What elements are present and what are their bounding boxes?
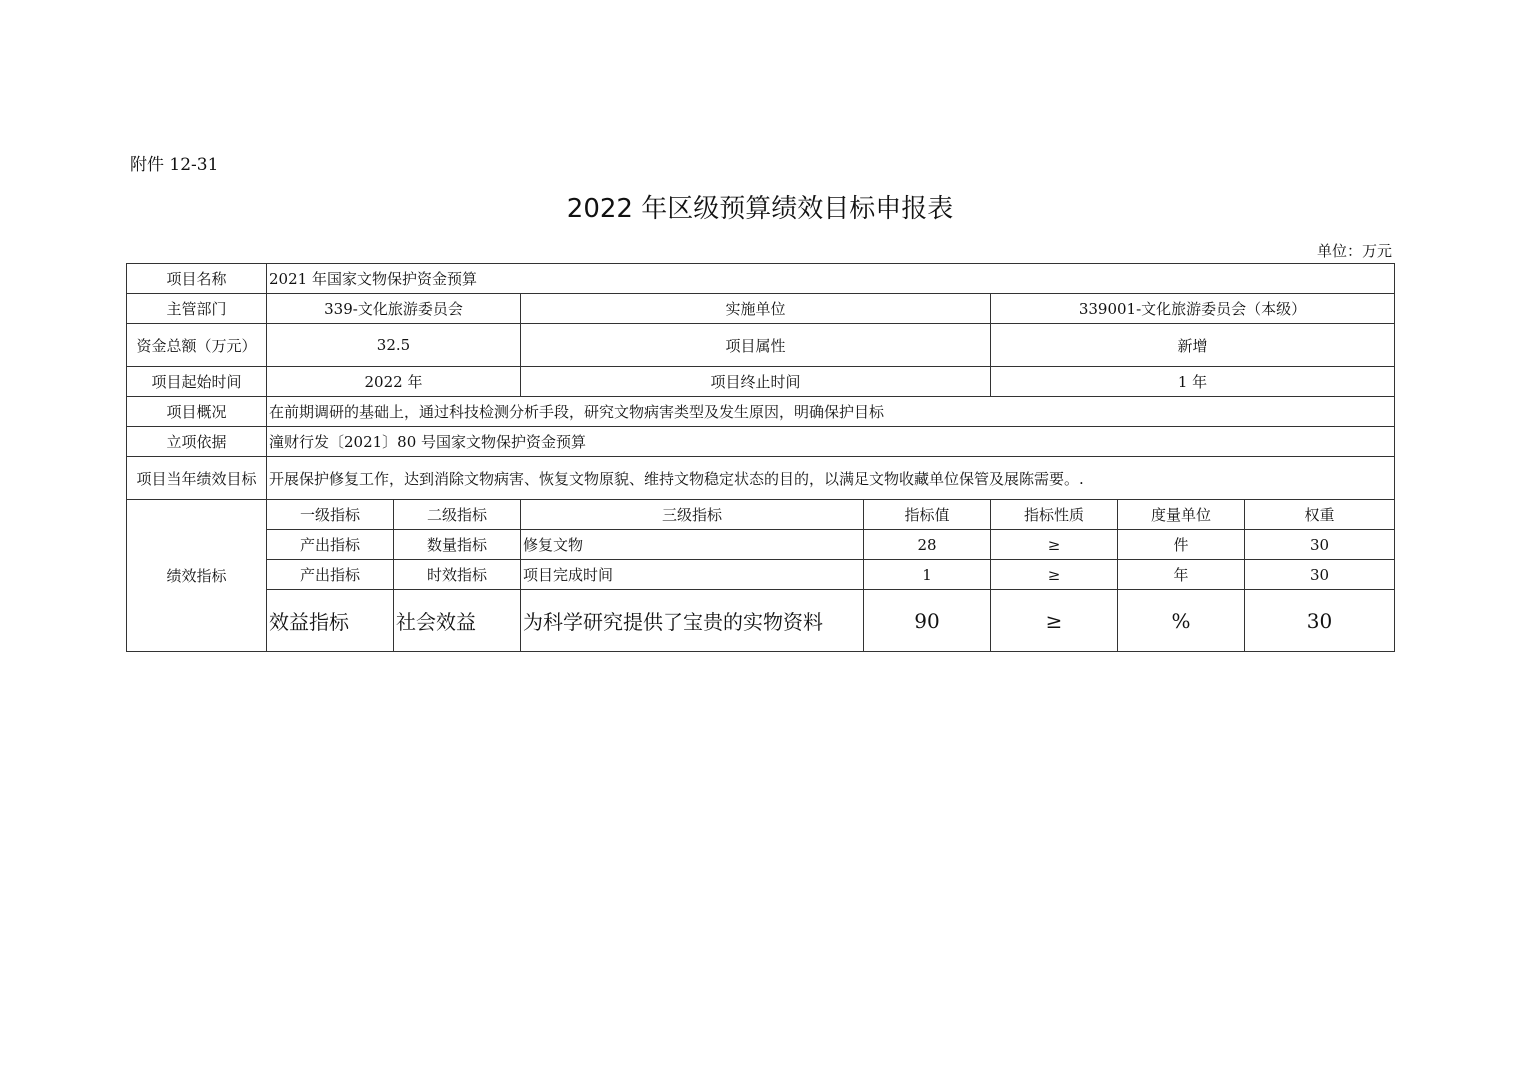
annual-goal-value: 开展保护修复工作，达到消除文物病害、恢复文物原貌、维持文物稳定状态的目的，以满足文物收藏单位保管及展陈需要。. [267,457,1395,500]
indicator-weight: 30 [1245,590,1395,652]
project-attribute-value: 新增 [991,324,1395,367]
row-annual-goal [127,457,1395,500]
row-overview [127,397,1395,427]
indicator-nature: ≥ [991,560,1118,590]
row-indicator-header [127,500,1395,530]
table-row [127,590,1395,652]
header-weight: 权重 [1245,500,1395,530]
indicator-level1: 产出指标 [267,530,394,560]
basis-value: 潼财行发〔2021〕80 号国家文物保护资金预算 [267,427,1395,457]
indicator-unit: % [1118,590,1245,652]
fund-total-label: 资金总额（万元） [127,324,267,367]
table-row [127,530,1395,560]
end-time-label: 项目终止时间 [521,367,991,397]
indicator-nature: ≥ [991,590,1118,652]
department-value: 339-文化旅游委员会 [267,294,521,324]
indicator-level3: 项目完成时间 [521,560,864,590]
project-name-value: 2021 年国家文物保护资金预算 [267,264,1395,294]
header-level2: 二级指标 [394,500,521,530]
fund-total-value: 32.5 [267,324,521,367]
page-title: 2022 年区级预算绩效目标申报表 [566,194,954,224]
indicators-section-label: 绩效指标 [127,500,267,652]
indicator-level3: 为科学研究提供了宝贵的实物资料 [521,590,864,652]
indicator-level1: 产出指标 [267,560,394,590]
row-dates [127,367,1395,397]
header-value: 指标值 [864,500,991,530]
indicator-unit: 件 [1118,530,1245,560]
indicator-unit: 年 [1118,560,1245,590]
row-basis [127,427,1395,457]
indicator-weight: 30 [1245,530,1395,560]
header-unit: 度量单位 [1118,500,1245,530]
annual-goal-label: 项目当年绩效目标 [127,457,267,500]
attachment-number: 附件 12-31 [130,155,219,175]
overview-label: 项目概况 [127,397,267,427]
basis-label: 立项依据 [127,427,267,457]
overview-value: 在前期调研的基础上，通过科技检测分析手段，研究文物病害类型及发生原因，明确保护目标 [267,397,1395,427]
end-time-value: 1 年 [991,367,1395,397]
header-level1: 一级指标 [267,500,394,530]
department-label: 主管部门 [127,294,267,324]
indicator-value: 28 [864,530,991,560]
implementing-unit-label: 实施单位 [521,294,991,324]
start-time-label: 项目起始时间 [127,367,267,397]
indicator-value: 90 [864,590,991,652]
project-attribute-label: 项目属性 [521,324,991,367]
project-name-label: 项目名称 [127,264,267,294]
indicator-level2: 时效指标 [394,560,521,590]
header-nature: 指标性质 [991,500,1118,530]
row-department [127,294,1395,324]
row-project-name [127,264,1395,294]
table-row [127,560,1395,590]
indicator-level2: 数量指标 [394,530,521,560]
unit-note: 单位：万元 [1316,242,1392,260]
indicator-level3: 修复文物 [521,530,864,560]
start-time-value: 2022 年 [267,367,521,397]
indicator-weight: 30 [1245,560,1395,590]
header-level3: 三级指标 [521,500,864,530]
indicator-value: 1 [864,560,991,590]
implementing-unit-value: 339001-文化旅游委员会（本级） [991,294,1395,324]
indicator-level1: 效益指标 [267,590,394,652]
indicator-nature: ≥ [991,530,1118,560]
row-fund [127,324,1395,367]
indicator-level2: 社会效益 [394,590,521,652]
budget-performance-table [126,263,1395,652]
